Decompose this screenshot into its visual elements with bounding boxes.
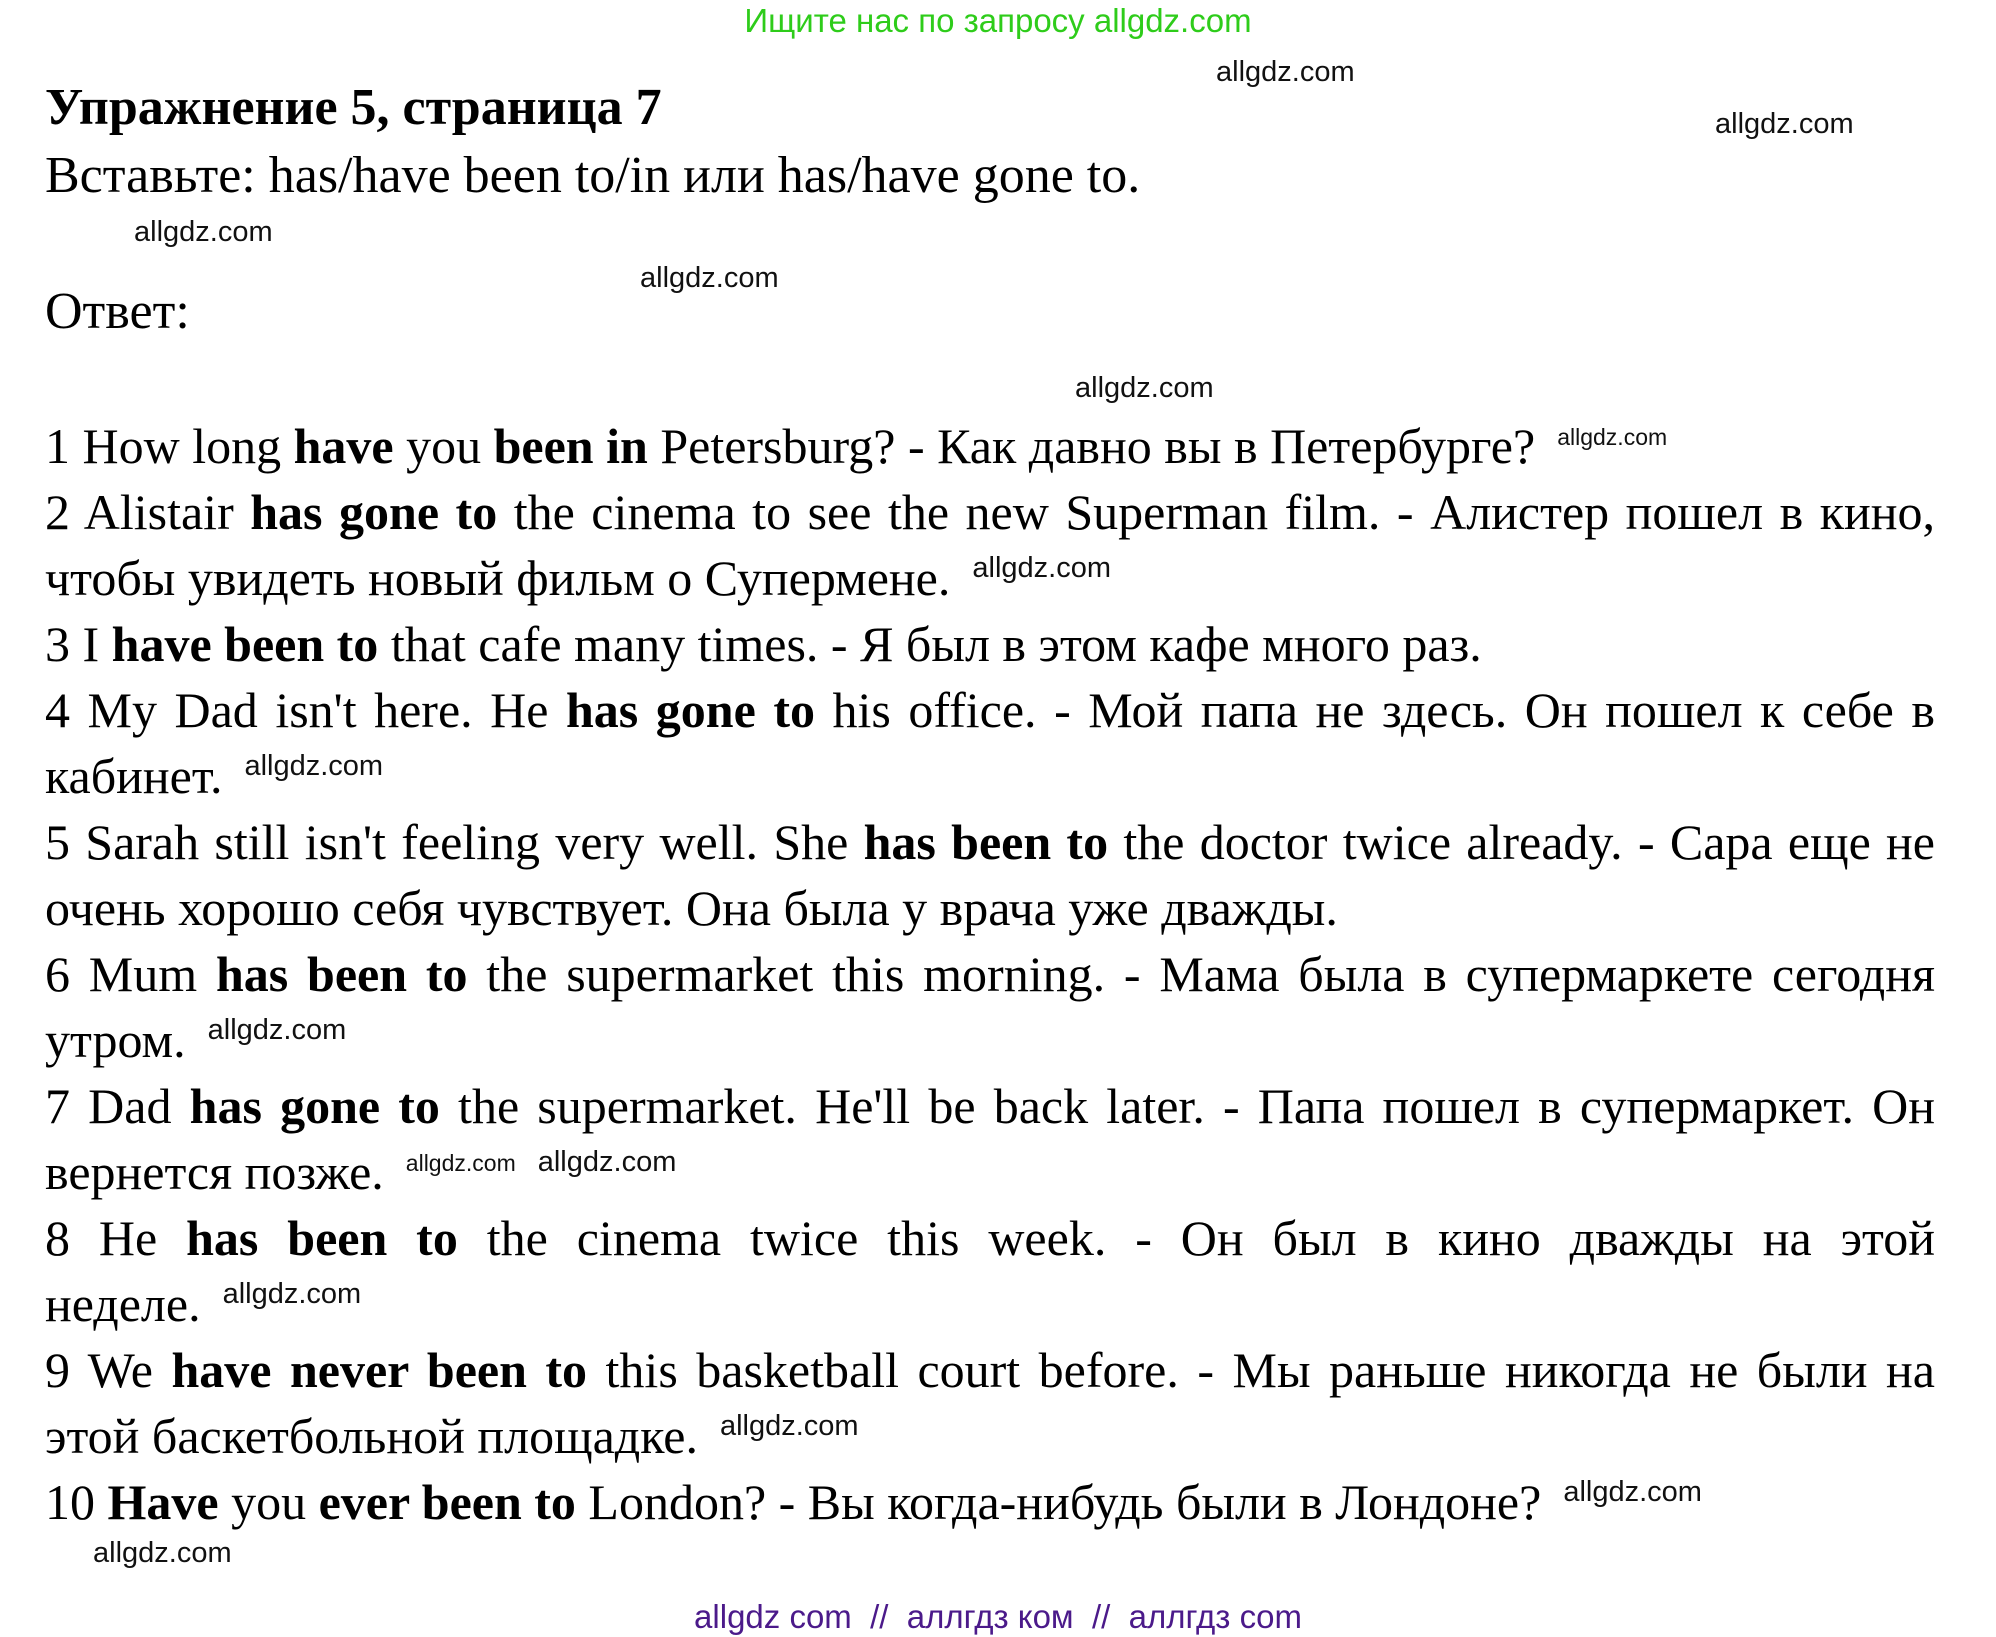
watermark: allgdz.com xyxy=(1557,424,1668,451)
watermark: allgdz.com xyxy=(1075,372,1214,404)
answer-item xyxy=(45,677,1935,809)
watermark: allgdz.com xyxy=(972,552,1111,585)
answer-label: Ответ: xyxy=(45,283,190,340)
answer-text: you xyxy=(393,418,494,474)
answer-highlight: have xyxy=(293,418,394,474)
bottom-banner: allgdz com // аллгдз ком // аллгдз com xyxy=(694,1598,1302,1635)
answer-text: Petersburg? - Как давно вы в Петербурге? xyxy=(647,418,1536,474)
answer-text: the cinema twice this week. - Он был в кино дважды на этой неделе. xyxy=(45,1210,1935,1332)
exercise-title: Упражнение 5, страница 7 xyxy=(45,79,662,136)
answer-item xyxy=(45,413,1935,479)
answer-text: 8 He xyxy=(45,1210,187,1266)
answer-text: 9 We xyxy=(45,1342,172,1398)
answer-text: 4 My Dad isn't here. He xyxy=(45,682,566,738)
answer-text: the doctor twice already. - Сара еще не очень хорошо себя чувствует. Она была у врача уже дважды. xyxy=(45,814,1935,936)
exercise-instruction: Вставьте: has/have been to/in или has/have gone to. xyxy=(45,147,1141,204)
answer-text: that cafe many times. - Я был в этом кафе много раз. xyxy=(378,616,1482,672)
answer-text: 5 Sarah still isn't feeling very well. She xyxy=(45,814,864,870)
answers-list xyxy=(45,413,1935,1571)
watermark: allgdz.com xyxy=(207,1014,347,1047)
watermark: allgdz.com xyxy=(134,216,273,248)
watermark: allgdz.com xyxy=(405,1150,516,1177)
answer-item xyxy=(45,1337,1935,1469)
answer-highlight: been in xyxy=(493,418,648,474)
answer-text: 3 I xyxy=(45,616,112,672)
answer-text: the cinema to see the new Superman film. - Алистер пошел в кино, чтобы увидеть новый фильм о Супермене. xyxy=(45,484,1936,606)
watermark: allgdz.com xyxy=(93,1537,232,1569)
answer-text: 10 xyxy=(45,1474,108,1530)
answer-text: 6 Mum xyxy=(45,946,216,1002)
answer-highlight: has gone to xyxy=(566,682,815,738)
answer-text: the supermarket. He'll be back later. - Папа пошел в супермаркет. Он вернется позже. xyxy=(45,1078,1935,1200)
watermark: allgdz.com xyxy=(244,750,384,783)
answer-highlight: has been to xyxy=(215,946,468,1002)
answer-item xyxy=(45,941,1935,1073)
answer-text: 7 Dad xyxy=(45,1078,190,1134)
answer-text: this basketball court before. - Мы раньше никогда не были на этой баскетбольной площадке. xyxy=(45,1342,1935,1464)
answer-text: London? - Вы когда-нибудь были в Лондоне? xyxy=(575,1474,1542,1530)
watermark: allgdz.com xyxy=(1563,1476,1702,1509)
answer-highlight: have been to xyxy=(111,616,379,672)
watermark: allgdz.com xyxy=(1715,108,1854,140)
watermark: allgdz.com xyxy=(222,1278,362,1311)
watermark: allgdz.com xyxy=(719,1410,859,1443)
answer-text: 2 Alistair xyxy=(45,484,251,540)
answer-text: the supermarket this morning. - Мама была в супермаркете сегодня утром. xyxy=(45,946,1936,1068)
watermark: allgdz.com xyxy=(537,1146,677,1179)
answer-item xyxy=(45,809,1935,941)
answer-highlight: Have xyxy=(107,1474,219,1530)
answer-item xyxy=(45,1469,1935,1535)
answer-highlight: ever been to xyxy=(318,1474,576,1530)
answer-item xyxy=(45,479,1935,611)
answer-item xyxy=(45,1205,1935,1337)
answer-text: you xyxy=(218,1474,319,1530)
answer-item xyxy=(45,1073,1935,1205)
answer-highlight: has gone to xyxy=(189,1078,440,1134)
answer-item xyxy=(45,611,1935,677)
answer-highlight: have never been to xyxy=(171,1342,588,1398)
answer-highlight: has been to xyxy=(186,1210,458,1266)
watermark: allgdz.com xyxy=(1216,56,1355,88)
answer-highlight: has been to xyxy=(863,814,1109,870)
answer-text: his office. - Мой папа не здесь. Он пошел к себе в кабинет. xyxy=(45,682,1935,804)
answer-highlight: has gone to xyxy=(250,484,498,540)
answer-text: 1 How long xyxy=(45,418,294,474)
watermark: allgdz.com xyxy=(640,262,779,294)
top-banner: Ищите нас по запросу allgdz.com xyxy=(744,2,1252,39)
